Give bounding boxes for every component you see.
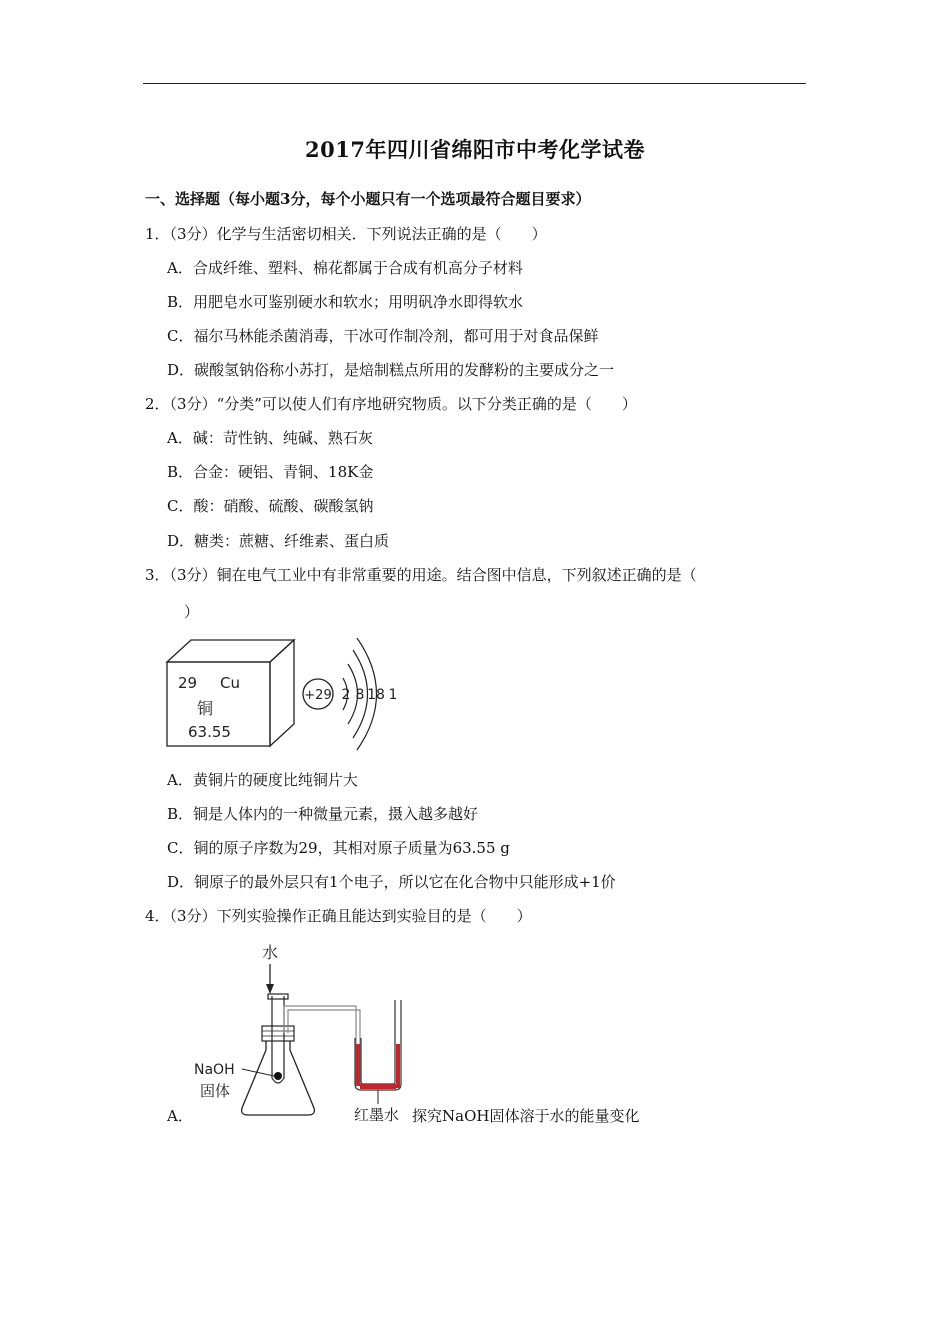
connecting-tube xyxy=(284,1006,360,1086)
question-4-option-a-text: 探究NaOH固体溶于水的能量变化 xyxy=(412,1107,640,1125)
shell-electrons-4: 1 xyxy=(388,687,398,703)
shell-electrons-1: 2 xyxy=(341,687,351,703)
red-ink-label: 红墨水 xyxy=(354,1106,400,1124)
naoh-label: NaOH xyxy=(194,1062,235,1078)
water-label: 水 xyxy=(262,943,279,962)
naoh-solid xyxy=(274,1072,282,1080)
header-rule xyxy=(143,83,806,84)
question-2-stem: 2．（3分）“分类”可以使人们有序地研究物质。以下分类正确的是（ ） xyxy=(145,395,637,413)
shell-electrons-3: 18 xyxy=(367,687,385,703)
element-atomic-number: 29 xyxy=(178,674,198,692)
question-3-stem-continuation: ） xyxy=(184,603,200,621)
question-3-option-d: D．铜原子的最外层只有1个电子，所以它在化合物中只能形成+1价 xyxy=(167,873,616,891)
u-tube xyxy=(355,1000,401,1090)
question-3-stem: 3．（3分）铜在电气工业中有非常重要的用途。结合图中信息，下列叙述正确的是（ xyxy=(145,566,697,584)
question-4-stem: 4．（3分）下列实验操作正确且能达到实验目的是（ ） xyxy=(145,907,532,925)
question-1-option-d: D．碳酸氢钠俗称小苏打，是焙制糕点所用的发酵粉的主要成分之一 xyxy=(167,361,615,379)
question-3-option-b: B．铜是人体内的一种微量元素，摄入越多越好 xyxy=(167,805,479,823)
naoh-experiment-figure xyxy=(192,938,417,1128)
element-mass: 63.55 xyxy=(188,723,231,741)
section-heading: 一、选择题（每小题3分，每个小题只有一个选项最符合题目要求） xyxy=(145,190,591,208)
shell-electrons-2: 8 xyxy=(355,687,365,703)
flask-stopper xyxy=(262,1026,294,1041)
question-1-option-c: C．福尔马林能杀菌消毒，干冰可作制冷剂，都可用于对食品保鲜 xyxy=(167,327,599,345)
copper-figure xyxy=(160,632,410,754)
page-title: 2017年四川省绵阳市中考化学试卷 xyxy=(305,137,645,162)
question-2-option-c: C．酸：硝酸、硫酸、碳酸氢钠 xyxy=(167,497,374,515)
question-1-option-b: B．用肥皂水可鉴别硬水和软水；用明矾净水即得软水 xyxy=(167,293,524,311)
question-3-option-c: C．铜的原子序数为29，其相对原子质量为63.55 g xyxy=(167,839,510,857)
element-symbol: Cu xyxy=(220,674,240,692)
question-2-option-b: B．合金：硬铝、青铜、18K金 xyxy=(167,463,374,481)
atom-diagram xyxy=(303,638,397,750)
question-1-option-a: A．合成纤维、塑料、棉花都属于合成有机高分子材料 xyxy=(167,259,523,277)
solid-label: 固体 xyxy=(200,1082,231,1100)
red-ink-bottom xyxy=(360,1084,396,1089)
question-1-stem: 1．（3分）化学与生活密切相关．下列说法正确的是（ ） xyxy=(145,225,547,243)
question-2-option-a: A．碱：苛性钠、纯碱、熟石灰 xyxy=(167,429,373,447)
question-2-option-d: D．糖类：蔗糖、纤维素、蛋白质 xyxy=(167,532,390,550)
red-ink-right xyxy=(396,1044,400,1088)
water-arrowhead xyxy=(266,984,274,994)
question-3-option-a: A．黄铜片的硬度比纯铜片大 xyxy=(167,771,358,789)
question-4-option-a-prefix: A． xyxy=(167,1107,193,1125)
element-name: 铜 xyxy=(197,699,214,718)
red-ink-left xyxy=(356,1044,360,1086)
nucleus-charge: +29 xyxy=(304,688,332,703)
